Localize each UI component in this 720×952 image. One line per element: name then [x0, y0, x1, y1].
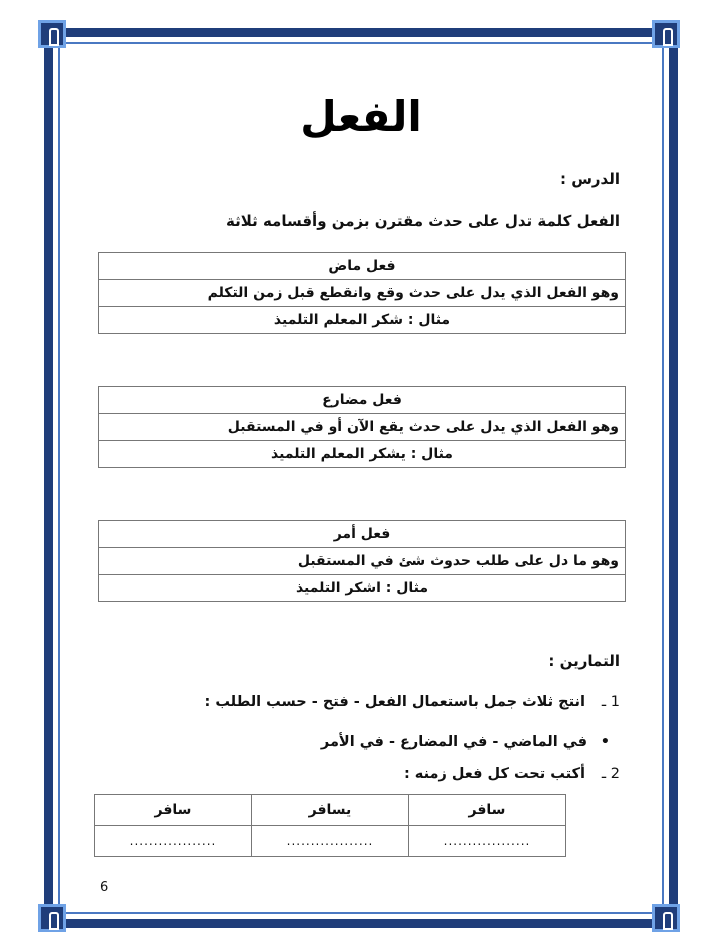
verb-cell: يسافر [252, 795, 409, 826]
bullet-icon: • [600, 734, 610, 750]
exercise-item-1 [204, 694, 620, 710]
exercise-text: أكتب تحت كل فعل زمنه : [403, 766, 585, 782]
verb-tense-table [94, 794, 566, 857]
answer-blank[interactable]: .................. [409, 826, 566, 857]
corner-ornament-icon [652, 20, 680, 48]
section-example: مثال : شكر المعلم التلميذ [99, 307, 626, 334]
corner-ornament-icon [38, 904, 66, 932]
section-definition: وهو الفعل الذي يدل على حدث يقع الآن أو في المستقبل [99, 414, 626, 441]
verb-cell: سافر [409, 795, 566, 826]
exercise-bullet [321, 734, 610, 750]
worksheet-content [70, 52, 652, 902]
corner-ornament-icon [652, 904, 680, 932]
answer-blank[interactable]: .................. [252, 826, 409, 857]
page-title: الفعل [300, 92, 422, 141]
section-definition: وهو الفعل الذي يدل على حدث وقع وانقطع قبل زمن التكلم [99, 280, 626, 307]
past-verb-box [98, 252, 626, 334]
verb-cell: سافر [95, 795, 252, 826]
section-example: مثال : اشكر التلميذ [99, 575, 626, 602]
lesson-label: الدرس : [560, 170, 620, 188]
exercise-number: 1 ـ [601, 694, 620, 710]
exercise-text: انتج ثلاث جمل باستعمال الفعل - فتح - حسب الطلب : [204, 694, 585, 710]
section-example: مثال : يشكر المعلم التلميذ [99, 441, 626, 468]
page-number: 6 [100, 880, 109, 895]
section-heading: فعل ماض [99, 253, 626, 280]
present-verb-box [98, 386, 626, 468]
bullet-text: في الماضي - في المضارع - في الأمر [320, 734, 587, 750]
section-definition: وهو ما دل على طلب حدوث شئ في المستقبل [99, 548, 626, 575]
section-heading: فعل أمر [99, 521, 626, 548]
exercise-item-2 [404, 766, 620, 782]
lesson-definition: الفعل كلمة تدل على حدث مقترن بزمن وأقسامه ثلاثة [225, 212, 620, 230]
imperative-verb-box [98, 520, 626, 602]
section-heading: فعل مضارع [99, 387, 626, 414]
corner-ornament-icon [38, 20, 66, 48]
exercises-label: التمارين : [548, 652, 620, 670]
exercise-number: 2 ـ [601, 766, 620, 782]
answer-blank[interactable]: .................. [95, 826, 252, 857]
